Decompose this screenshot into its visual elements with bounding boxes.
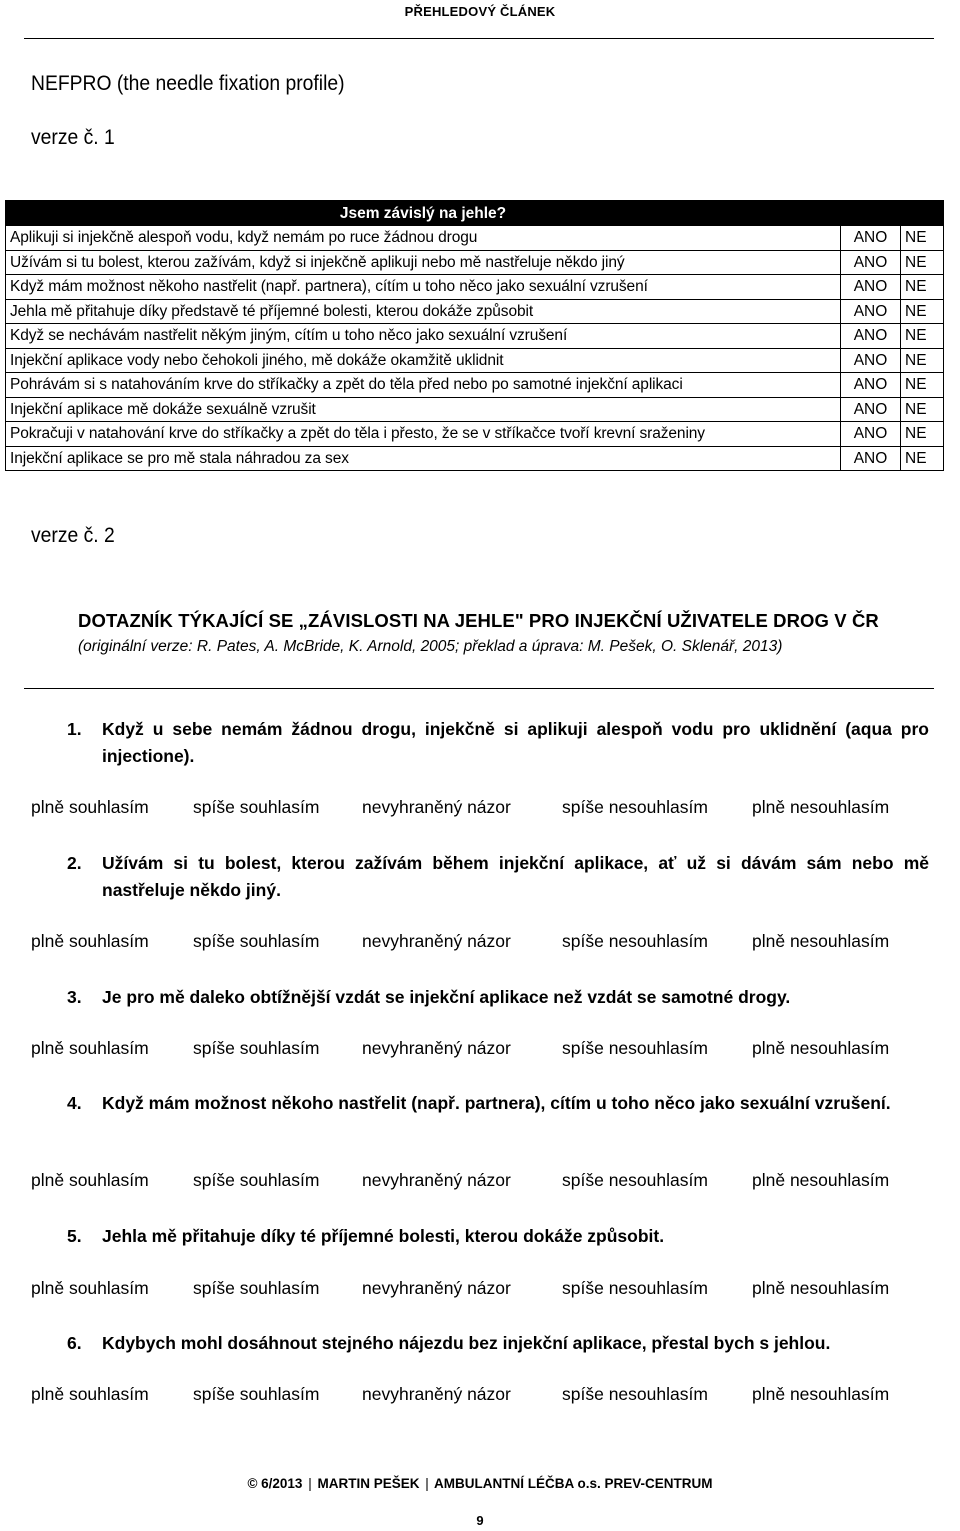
question-1 [67,716,929,770]
table-row [6,348,944,373]
table-row-statement: Pohrávám si s natahováním krve do stříkačky a zpět do těla před nebo po samotné injekční aplikaci [6,373,841,398]
table-row-statement: Injekční aplikace mě dokáže sexuálně vzrušit [6,397,841,422]
scale-option[interactable]: nevyhraněný názor [362,1384,511,1404]
question-number: 3. [67,987,82,1007]
answer-no[interactable]: NE [901,299,944,324]
scale-option[interactable]: spíše nesouhlasím [562,931,708,951]
answer-no[interactable]: NE [901,397,944,422]
version-2-label: verze č. 2 [31,524,115,547]
table-row-statement: Aplikuji si injekčně alespoň vodu, když nemám po ruce žádnou drogu [6,226,841,251]
scale-option[interactable]: plně nesouhlasím [752,1170,890,1190]
answer-no[interactable]: NE [901,348,944,373]
scale-option[interactable]: spíše souhlasím [193,1038,320,1058]
footer-author: MARTIN PEŠEK [317,1476,420,1491]
question-number: 6. [67,1333,82,1353]
table-row [6,446,944,471]
running-header: PŘEHLEDOVÝ ČLÁNEK [404,4,556,19]
document-title: NEFPRO (the needle fixation profile) [31,72,345,95]
footer-organization: AMBULANTNÍ LÉČBA o.s. PREV-CENTRUM [434,1476,713,1491]
scale-option[interactable]: nevyhraněný názor [362,1170,511,1190]
question-text: Jehla mě přitahuje díky té příjemné bolesti, kterou dokáže způsobit. [102,1226,665,1246]
table-row [6,397,944,422]
scale-option[interactable]: nevyhraněný názor [362,931,511,951]
questionnaire-rule [24,688,934,689]
answer-yes[interactable]: ANO [841,422,901,447]
table-row-statement: Pokračuji v natahování krve do stříkačky a zpět do těla i přesto, že se v stříkačce tvoří krevní sraženiny [6,422,841,447]
table-header-row [6,201,944,226]
question-5 [67,1223,929,1250]
scale-option[interactable]: plně souhlasím [31,1038,149,1058]
answer-no[interactable]: NE [901,226,944,251]
answer-yes[interactable]: ANO [841,226,901,251]
footer-separator: | [425,1476,429,1491]
answer-scale [31,931,931,955]
questionnaire-subtitle: (originální verze: R. Pates, A. McBride, K. Arnold, 2005; překlad a úprava: M. Pešek, O. Sklenář, 2013) [78,638,783,655]
scale-option[interactable]: plně souhlasím [31,1384,149,1404]
answer-scale [31,1384,931,1408]
table-row-statement: Když se nechávám nastřelit někým jiným, cítím u toho něco jako sexuální vzrušení [6,324,841,349]
answer-scale [31,1170,931,1194]
header-rule [24,38,934,39]
questionnaire-title: DOTAZNÍK TÝKAJÍCÍ SE „ZÁVISLOSTI NA JEHLE" PRO INJEKČNÍ UŽIVATELE DROG V ČR [78,610,879,631]
answer-yes[interactable]: ANO [841,324,901,349]
scale-option[interactable]: plně souhlasím [31,1170,149,1190]
answer-scale [31,797,931,821]
table-row-statement: Jehla mě přitahuje díky představě té příjemné bolesti, kterou dokáže způsobit [6,299,841,324]
scale-option[interactable]: spíše souhlasím [193,1170,320,1190]
question-number: 4. [67,1093,82,1113]
scale-option[interactable]: spíše nesouhlasím [562,1278,708,1298]
table-row [6,324,944,349]
question-3 [67,984,929,1011]
table-row [6,275,944,300]
scale-option[interactable]: spíše souhlasím [193,931,320,951]
scale-option[interactable]: spíše souhlasím [193,1278,320,1298]
answer-no[interactable]: NE [901,373,944,398]
answer-yes[interactable]: ANO [841,397,901,422]
table-header-blank [901,201,944,226]
answer-no[interactable]: NE [901,422,944,447]
question-text: Když u sebe nemám žádnou drogu, injekčně si aplikuji alespoň vodu pro uklidnění (aqua pro injectione). [102,719,929,766]
table-row-statement: Když mám možnost někoho nastřelit (např. partnera), cítím u toho něco jako sexuální vzrušení [6,275,841,300]
question-text: Užívám si tu bolest, kterou zažívám během injekční aplikace, ať už si dávám sám nebo mě nastřeluje někdo jiný. [102,853,929,900]
answer-scale [31,1038,931,1062]
answer-scale [31,1278,931,1302]
answer-no[interactable]: NE [901,324,944,349]
question-number: 5. [67,1226,82,1246]
scale-option[interactable]: spíše nesouhlasím [562,1038,708,1058]
answer-yes[interactable]: ANO [841,373,901,398]
table-row [6,299,944,324]
table-row [6,422,944,447]
scale-option[interactable]: plně nesouhlasím [752,1038,890,1058]
table-title: Jsem závislý na jehle? [6,201,841,226]
answer-no[interactable]: NE [901,275,944,300]
table-row-statement: Užívám si tu bolest, kterou zažívám, když si injekčně aplikuji nebo mě nastřeluje někdo jiný [6,250,841,275]
scale-option[interactable]: plně nesouhlasím [752,931,890,951]
question-text: Když mám možnost někoho nastřelit (např. partnera), cítím u toho něco jako sexuální vzrušení. [102,1093,891,1113]
version-1-table [5,200,944,471]
scale-option[interactable]: spíše nesouhlasím [562,797,708,817]
scale-option[interactable]: nevyhraněný názor [362,1038,511,1058]
table-row [6,250,944,275]
answer-yes[interactable]: ANO [841,250,901,275]
table-row-statement: Injekční aplikace se pro mě stala náhradou za sex [6,446,841,471]
answer-no[interactable]: NE [901,446,944,471]
question-6 [67,1330,929,1357]
footer-copyright: © 6/2013 [247,1476,303,1491]
question-text: Kdybych mohl dosáhnout stejného nájezdu bez injekční aplikace, přestal bych s jehlou. [102,1333,831,1353]
answer-yes[interactable]: ANO [841,275,901,300]
question-number: 2. [67,853,82,873]
page-number: 9 [476,1513,484,1528]
scale-option[interactable]: nevyhraněný názor [362,797,511,817]
scale-option[interactable]: spíše souhlasím [193,1384,320,1404]
answer-no[interactable]: NE [901,250,944,275]
question-number: 1. [67,719,82,739]
scale-option[interactable]: spíše nesouhlasím [562,1170,708,1190]
scale-option[interactable]: plně souhlasím [31,1278,149,1298]
scale-option[interactable]: spíše souhlasím [193,797,320,817]
answer-yes[interactable]: ANO [841,299,901,324]
scale-option[interactable]: spíše nesouhlasím [562,1384,708,1404]
table-row-statement: Injekční aplikace vody nebo čehokoli jiného, mě dokáže okamžitě uklidnit [6,348,841,373]
footer-separator: | [308,1476,312,1491]
scale-option[interactable]: plně nesouhlasím [752,1278,890,1298]
scale-option[interactable]: plně nesouhlasím [752,797,890,817]
scale-option[interactable]: plně nesouhlasím [752,1384,890,1404]
question-2 [67,850,929,904]
table-row [6,373,944,398]
table-row [6,226,944,251]
scale-option[interactable]: plně souhlasím [31,931,149,951]
scale-option[interactable]: nevyhraněný názor [362,1278,511,1298]
version-1-label: verze č. 1 [31,126,115,149]
table-header-blank [841,201,901,226]
footer [0,1476,960,1491]
answer-yes[interactable]: ANO [841,348,901,373]
question-4 [67,1090,929,1117]
scale-option[interactable]: plně souhlasím [31,797,149,817]
answer-yes[interactable]: ANO [841,446,901,471]
question-text: Je pro mě daleko obtížnější vzdát se injekční aplikace než vzdát se samotné drogy. [102,987,791,1007]
